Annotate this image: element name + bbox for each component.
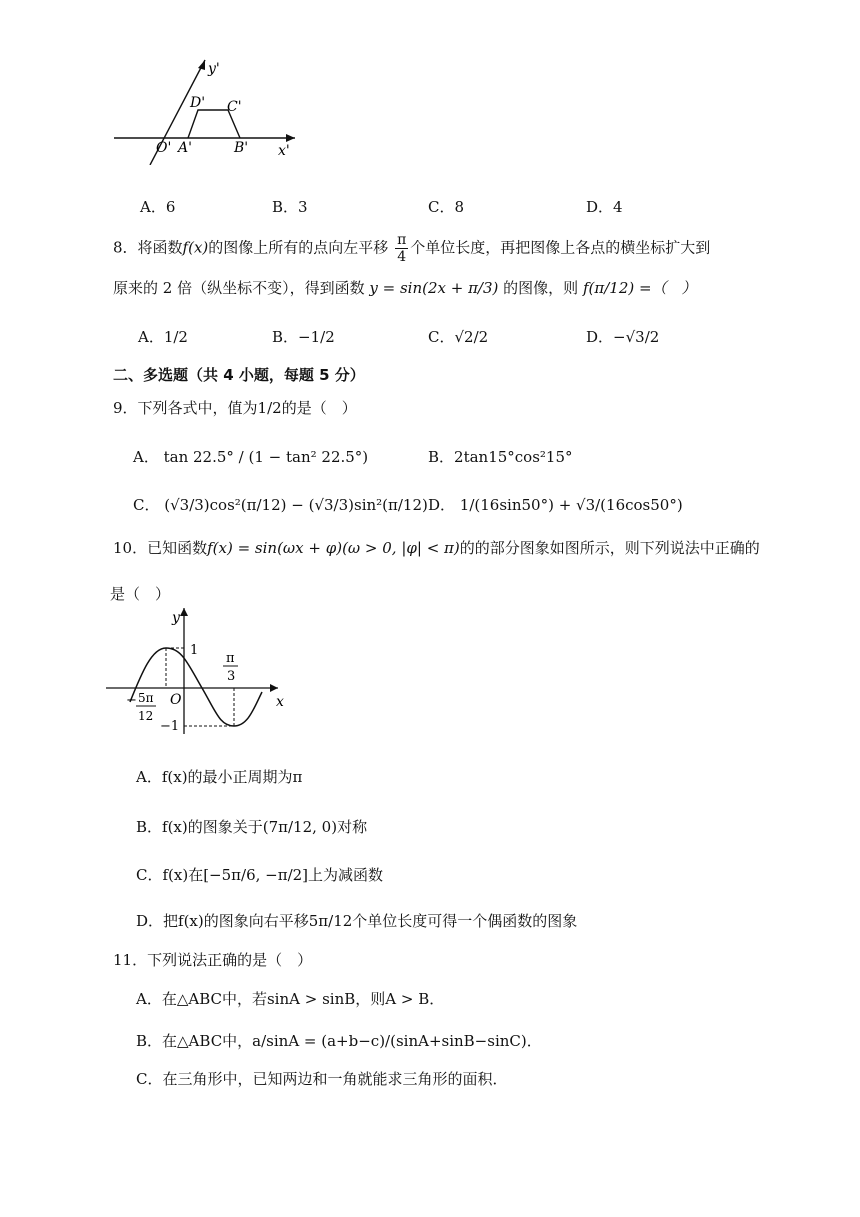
b-prime-label: B' bbox=[234, 140, 249, 156]
q10-option-b: B．f(x)的图象关于(7π/12, 0)对称 bbox=[136, 818, 368, 836]
max-value-label: 1 bbox=[190, 643, 199, 658]
q8-line2-a: 原来的 2 倍（纵坐标不变），得到函数 bbox=[113, 279, 365, 297]
q9-stem-b: 的是（ ） bbox=[281, 399, 357, 417]
a-prime-label: A' bbox=[178, 140, 192, 156]
d-prime-label: D' bbox=[190, 95, 206, 111]
q7-option-b: B．3 bbox=[272, 198, 308, 216]
q9-option-c: C． (√3/3)cos²(π/12) − (√3/3)sin²(π/12) bbox=[133, 496, 428, 514]
q11-option-c: C．在三角形中，已知两边和一角就能求三角形的面积． bbox=[136, 1070, 508, 1088]
y-axis-label: y bbox=[172, 610, 180, 626]
q9-stem-a: 9．下列各式中，值为 bbox=[113, 399, 258, 417]
q10-option-a: A．f(x)的最小正周期为π bbox=[136, 768, 303, 786]
q8-option-a: A．1/2 bbox=[138, 328, 188, 346]
q7-option-a: A．6 bbox=[140, 198, 176, 216]
q11-option-a: A．在△ABC中，若sinA > sinB，则A > B． bbox=[136, 990, 445, 1008]
q11-option-b: B．在△ABC中，a/sinA = (a+b−c)/(sinA+sinB−sinC)． bbox=[136, 1032, 542, 1050]
left-zero-numerator: 5π bbox=[138, 691, 154, 705]
left-zero-denominator: 12 bbox=[138, 709, 154, 723]
q8-line2 bbox=[113, 278, 697, 298]
q10-option-c: C．f(x)在[−5π/6, −π/2]上为减函数 bbox=[136, 866, 384, 884]
q8-text-c: 个单位长度，再把图像上各点的横坐标扩大到 bbox=[410, 238, 711, 257]
pi-third-denominator: 3 bbox=[227, 669, 236, 684]
section-multiple-choice-heading: 二、多选题（共 4 小题，每题 5 分） bbox=[113, 366, 365, 384]
q7-option-d: D．4 bbox=[586, 198, 623, 216]
origin-label: O bbox=[170, 692, 182, 708]
o-prime-label: O' bbox=[156, 140, 172, 156]
q10-stem-line2: 是（ ） bbox=[110, 585, 171, 603]
x-prime-label: x' bbox=[278, 143, 290, 159]
q9-option-d: D． 1/(16sin50°) + √3/(16cos50°) bbox=[428, 496, 683, 514]
q8-option-c: C．√2/2 bbox=[428, 328, 489, 346]
x-axis-label: x bbox=[276, 694, 284, 710]
q8-option-b: B．−1/2 bbox=[272, 328, 335, 346]
c-prime-label: C' bbox=[227, 99, 242, 115]
min-value-label: −1 bbox=[160, 719, 180, 734]
q8-target-function: y = sin(2x + π/3) bbox=[369, 279, 499, 297]
q8-option-d: D．−√3/2 bbox=[586, 328, 660, 346]
q10-function: f(x) = sin(ωx + φ)(ω > 0, |φ| < π) bbox=[207, 539, 460, 557]
q9-option-a: A． tan 22.5° / (1 − tan² 22.5°) bbox=[133, 448, 369, 466]
q8-shift-fraction: $\frac{\pi}{4}$ bbox=[397, 232, 407, 265]
left-zero-sign: − bbox=[126, 693, 137, 708]
q8-line2-b: 的图像，则 bbox=[503, 279, 579, 297]
q9-stem bbox=[113, 398, 357, 418]
q10-stem-line1 bbox=[113, 538, 760, 558]
q10-stem-b: 的的部分图象如图所示，则下列说法中正确的 bbox=[459, 539, 760, 557]
q7-option-c: C．8 bbox=[428, 198, 465, 216]
y-prime-label: y' bbox=[208, 61, 220, 77]
q10-option-d: D．把f(x)的图象向右平移5π/12个单位长度可得一个偶函数的图象 bbox=[136, 912, 578, 930]
q7-oblique-figure bbox=[110, 55, 310, 165]
q8-line1 bbox=[113, 232, 710, 265]
q8-text-b: 的图像上所有的点向左平移 bbox=[208, 238, 389, 257]
q8-question: f(π/12) =（ ） bbox=[582, 279, 697, 297]
q9-option-b: B．2tan15°cos²15° bbox=[428, 448, 573, 466]
q9-stem-fraction: 1/2 bbox=[257, 399, 282, 417]
q11-stem: 11．下列说法正确的是（ ） bbox=[113, 951, 313, 969]
pi-third-numerator: π bbox=[226, 651, 235, 666]
q10-stem-a: 10．已知函数 bbox=[113, 539, 208, 557]
q8-fx: f(x) bbox=[182, 238, 209, 257]
q10-sine-graph bbox=[100, 602, 300, 742]
q8-text-a: 8．将函数 bbox=[113, 238, 183, 257]
